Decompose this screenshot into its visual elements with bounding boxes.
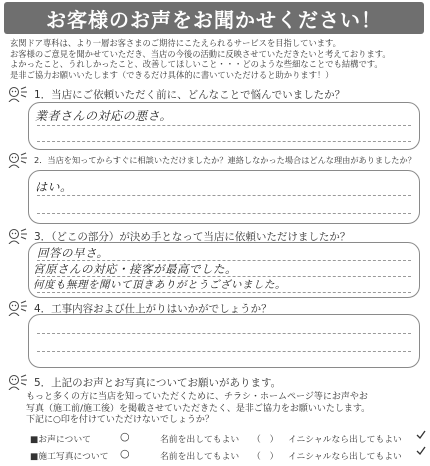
answer-3-line-1: 回答の早さ。 (37, 246, 109, 260)
consent-option-initial: イニシャルなら出してもよい (288, 435, 402, 445)
question-5-body-line: 下記に○印を付けていただけないでしょうか？ (26, 415, 214, 425)
person-icon (8, 300, 28, 316)
answer-2-line-1: はい。 (35, 180, 73, 194)
consent-paren[interactable]: （ ） (252, 435, 279, 445)
intro-text (10, 38, 422, 80)
question-5-title: 5．上記のお声とお写真についてお願いがあります。 (34, 377, 282, 389)
intro-line: よかったこと、うれしかったこと、改善してほしいこと・・・どのような些細なことでも結構です。 (10, 59, 383, 70)
question-3-title: 3．（どこの部分）が決め手となって当店に依頼いただけましたか？ (34, 231, 351, 243)
question-5-body-line: 写真（施工前/施工後）を掲載させていただきたく、是非ご協力をお願いいたします。 (26, 403, 371, 414)
question-5 (8, 374, 424, 390)
question-5-body (26, 392, 406, 427)
person-icon (8, 228, 28, 244)
answer-3-line-3: 何度も無理を聞いて頂きありがとうございました。 (33, 279, 286, 291)
consent-mark[interactable]: ○ (120, 430, 130, 443)
person-icon (8, 152, 28, 168)
consent-label: ■お声について (30, 435, 91, 445)
person-icon (8, 86, 28, 102)
consent-mark[interactable]: ○ (120, 447, 130, 460)
checkmark-icon (416, 430, 426, 440)
question-5-body-line: もっと多くの方に当店を知っていただくために、チラシ・ホームページ等にお声やお (26, 392, 368, 402)
checkmark-icon (416, 446, 426, 456)
intro-line: 玄関ドア専科は、より一層お客さまのご期待にこたえられるサービスを目指しています。 (10, 38, 341, 48)
consent-paren[interactable]: （ ） (252, 452, 279, 462)
answer-box-2 (28, 170, 420, 224)
consent-option-initial: イニシャルなら出してもよい (288, 452, 402, 462)
answer-1-line-1: 業者さんの対応の悪さ。 (35, 109, 173, 123)
question-2 (8, 152, 424, 168)
question-1 (8, 86, 424, 102)
question-4-title: 4．工事内容および仕上がりはいかがでしょうか？ (34, 303, 272, 315)
answer-3-line-2: 宮原さんの対応・接客が最高でした。 (33, 262, 237, 276)
person-icon (8, 374, 28, 390)
intro-line: お客様のご意見を聞かせていただき、当店の今後の活動に反映させていただきたいと考えております。 (10, 48, 391, 59)
page-title: お客様のお声をお聞かせください！ (46, 7, 382, 32)
title-banner (4, 2, 424, 34)
question-2-title: 2．当店を知ってからすぐに相談いただけましたか？連絡しなかった場合はどんな理由がありましたか？ (34, 155, 416, 165)
question-1-title: 1．当店にご依頼いただく前に、どんなことで悩んでいましたか？ (34, 89, 346, 101)
intro-line: 是非ご協力お願いいたします（できるだけ具体的に書いていただけると助かります！） (10, 69, 334, 80)
consent-label: ■施工写真について (30, 452, 109, 462)
answer-box-1 (28, 102, 420, 150)
consent-option-name: 名前を出してもよい (160, 435, 240, 445)
consent-option-name: 名前を出してもよい (160, 452, 240, 462)
answer-box-3 (28, 242, 420, 298)
answer-box-4 (28, 314, 420, 368)
